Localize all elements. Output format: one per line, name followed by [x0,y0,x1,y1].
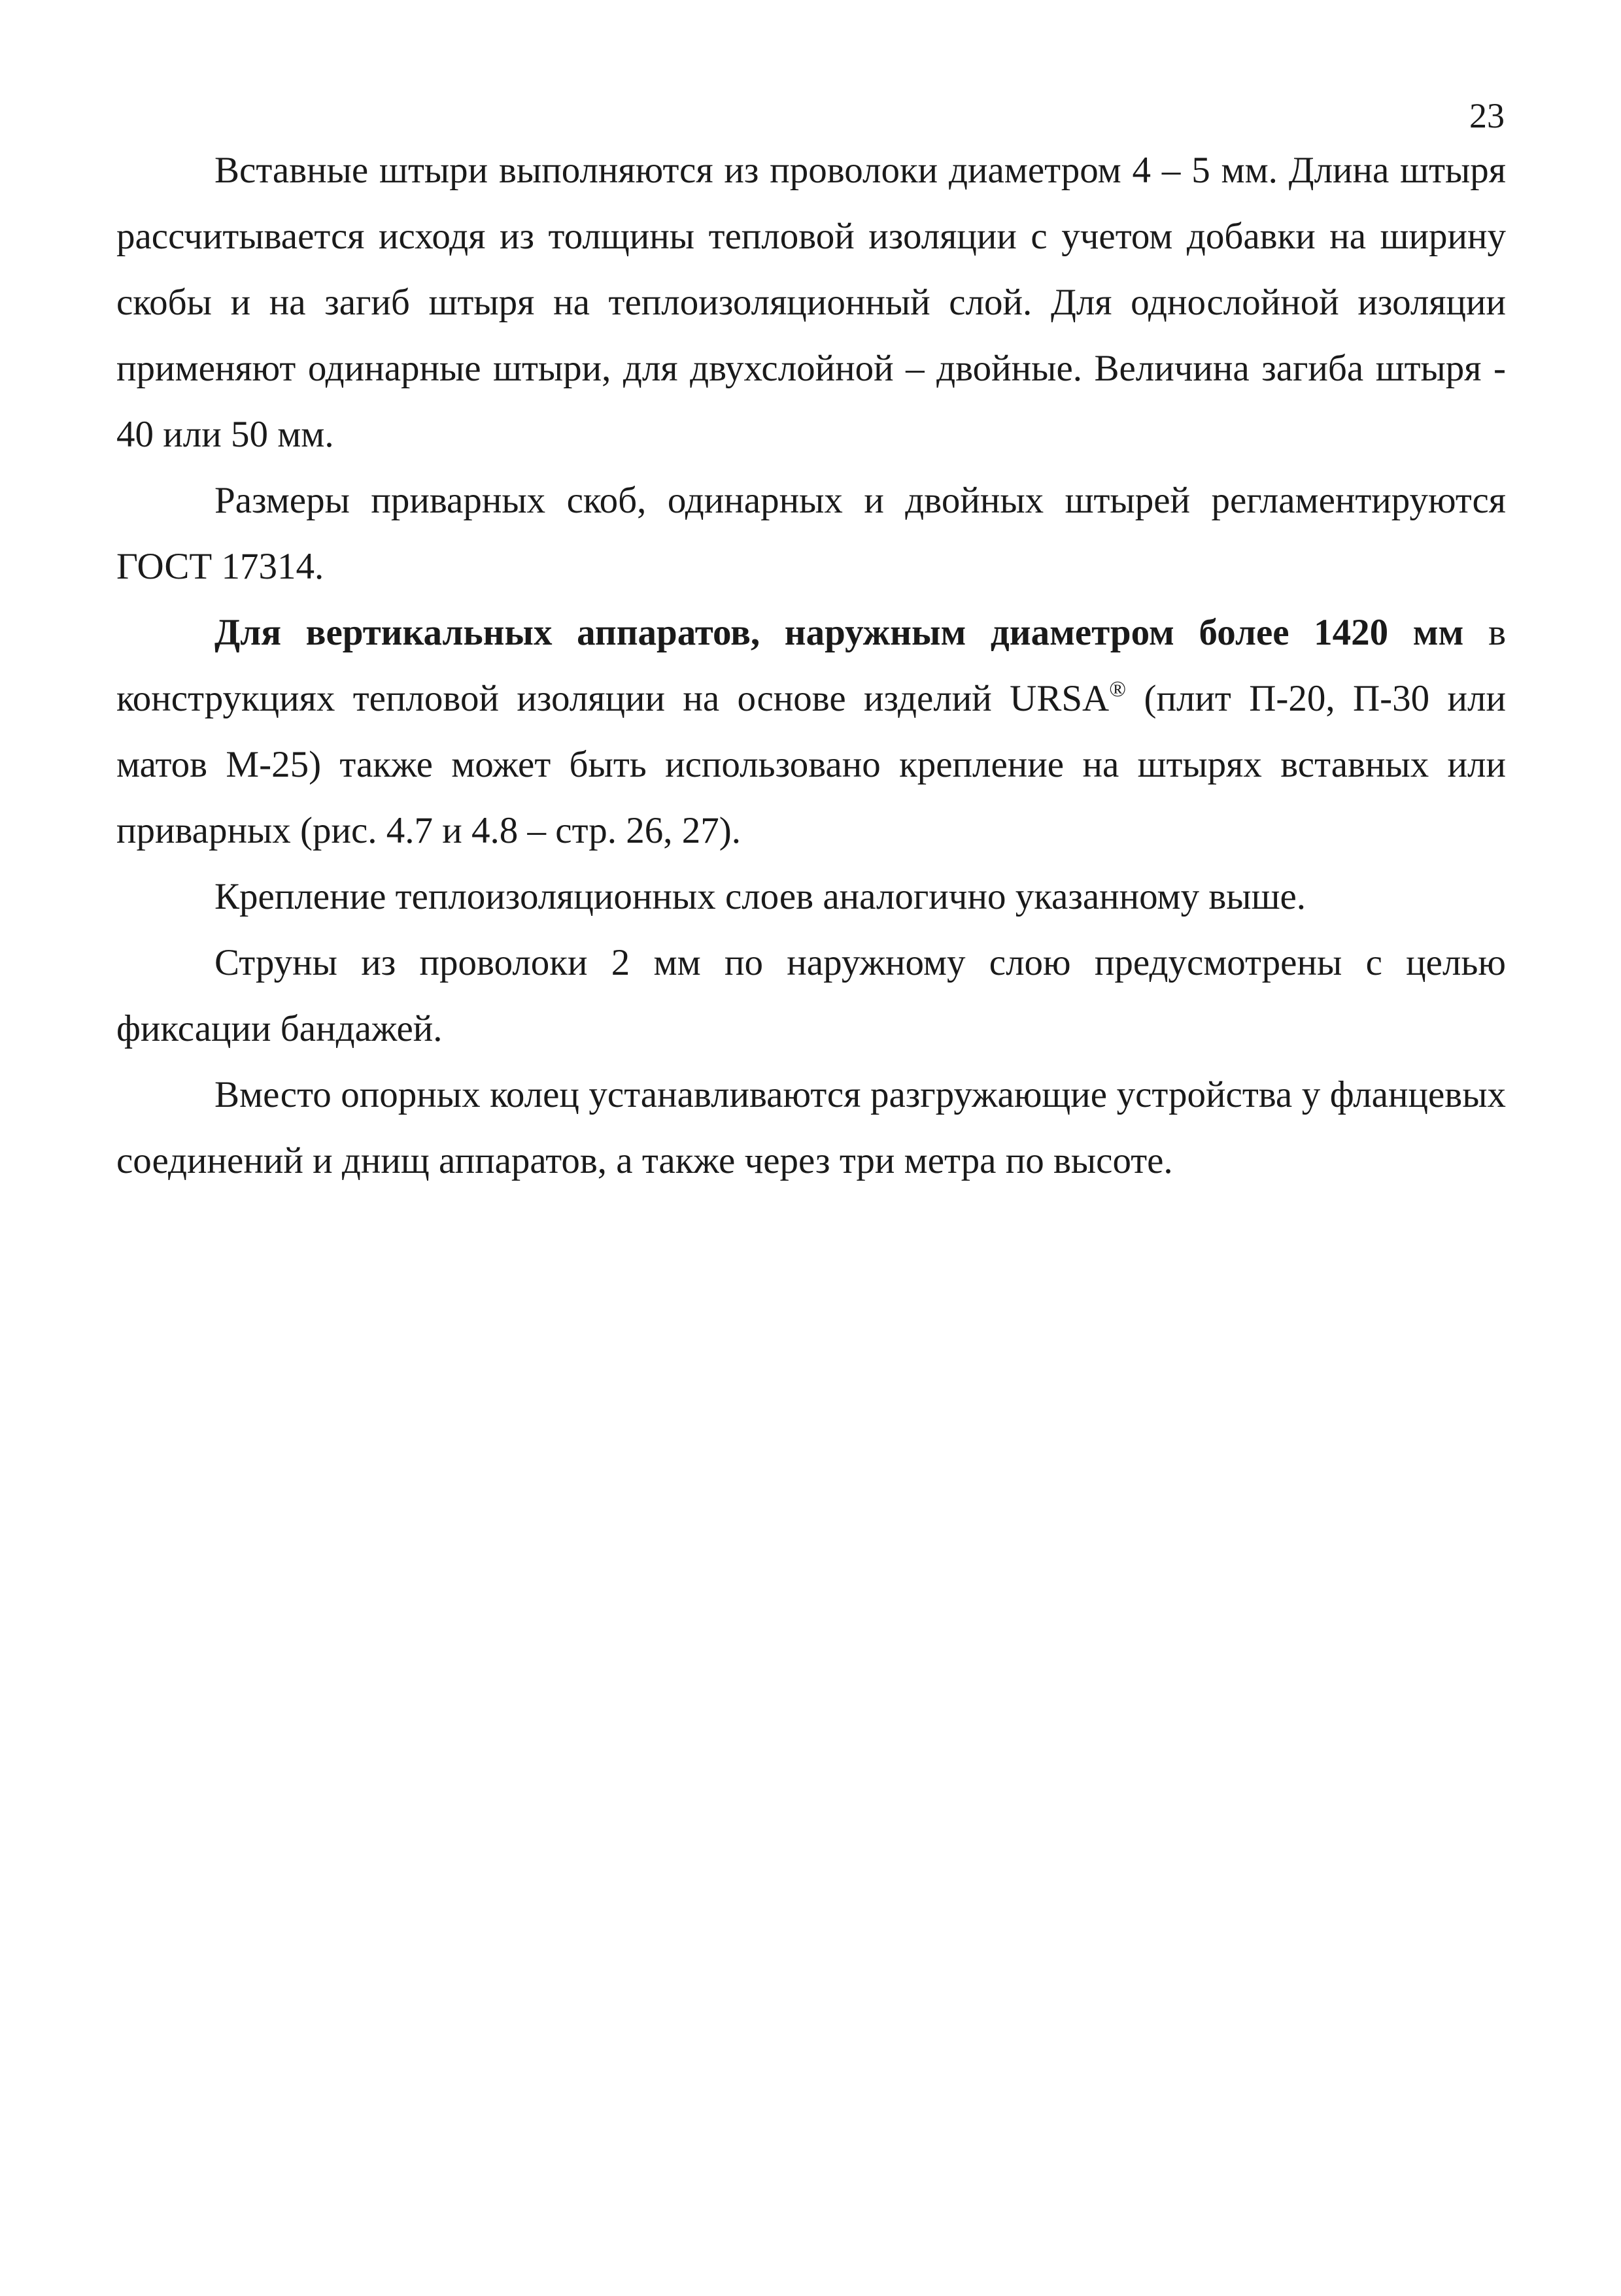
paragraph-inserted-pins: Вставные штыри выполняются из проволоки диаметром 4 – 5 мм. Длина штыря рассчитывается исходя из толщины тепловой изоляции с учетом добавки на ширину скобы и на загиб штыря на теплоизоляционный слой. Для однослойной изоляции применяют одинарные штыри, для двухслойной – двойные. Величина загиба штыря - 40 или 50 мм. [116,150,1506,455]
paragraph-dimensions-standard: Размеры приварных скоб, одинарных и двойных штырей регламентируются ГОСТ 17314. [116,480,1506,587]
paragraph-unloading-devices: Вместо опорных колец устанавливаются разгружающие устройства у фланцевых соединений и днищ аппаратов, а также через три метра по высоте. [116,1074,1506,1181]
registered-trademark-symbol: ® [1109,677,1127,701]
paragraph-text-before-trademark: в конструкциях тепловой изоляции на основе изделий URSA [116,612,1506,719]
body-text [116,137,1506,1194]
page-number: 23 [1469,96,1505,135]
paragraph-wire-strings: Струны из проволоки 2 мм по наружному слою предусмотрены с целью фиксации бандажей. [116,942,1506,1049]
paragraph-text-after-trademark: (плит П-20, П-30 или матов М-25) также может быть использовано крепление на штырях вставных или приварных (рис. 4.7 и 4.8 – стр. 26, 27). [116,678,1506,851]
paragraph-vertical-apparatus [116,599,1506,864]
paragraph-layer-fastening: Крепление теплоизоляционных слоев аналогично указанному выше. [214,876,1306,917]
paragraph-bold-lead: Для вертикальных аппаратов, наружным диаметром более 1420 мм [214,612,1464,653]
